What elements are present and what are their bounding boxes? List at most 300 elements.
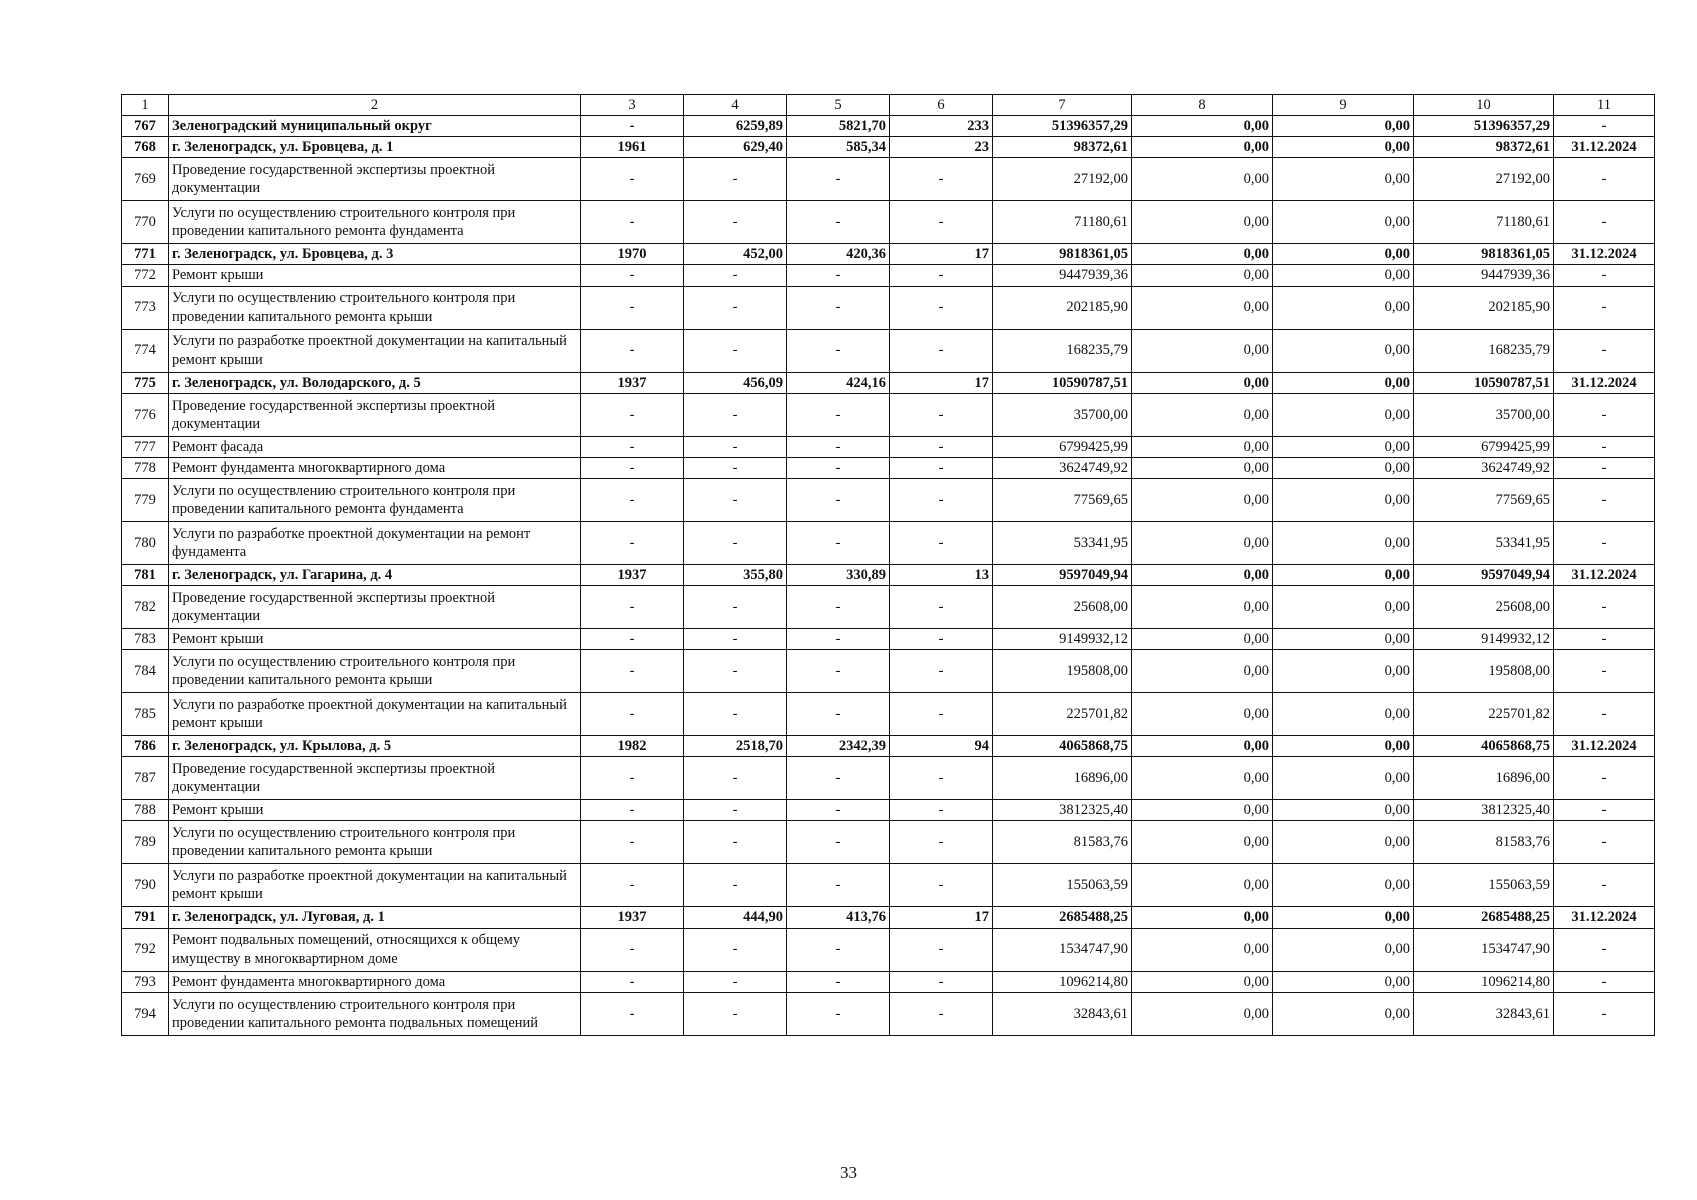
cost-col-8: 0,00 bbox=[1132, 137, 1273, 158]
cost-col-8: 0,00 bbox=[1132, 158, 1273, 201]
cost-col-9: 0,00 bbox=[1273, 137, 1414, 158]
cost-col-10: 168235,79 bbox=[1414, 329, 1554, 372]
total-area: 452,00 bbox=[684, 244, 787, 265]
completion-date: - bbox=[1554, 629, 1655, 650]
row-number: 785 bbox=[122, 693, 169, 736]
cost-col-10: 3812325,40 bbox=[1414, 800, 1554, 821]
cost-col-10: 27192,00 bbox=[1414, 158, 1554, 201]
completion-date: - bbox=[1554, 286, 1655, 329]
cost-col-8: 0,00 bbox=[1132, 286, 1273, 329]
row-number: 793 bbox=[122, 971, 169, 992]
residents-count: - bbox=[890, 586, 993, 629]
cost-col-9: 0,00 bbox=[1273, 586, 1414, 629]
column-header: 6 bbox=[890, 95, 993, 116]
row-number: 770 bbox=[122, 201, 169, 244]
cost-col-8: 0,00 bbox=[1132, 265, 1273, 286]
total-area: 629,40 bbox=[684, 137, 787, 158]
completion-date: - bbox=[1554, 757, 1655, 800]
cost-col-8: 0,00 bbox=[1132, 329, 1273, 372]
build-year: - bbox=[581, 821, 684, 864]
cost-col-10: 25608,00 bbox=[1414, 586, 1554, 629]
living-area: - bbox=[787, 629, 890, 650]
item-name: г. Зеленоградск, ул. Гагарина, д. 4 bbox=[169, 564, 581, 585]
item-name: Ремонт крыши bbox=[169, 800, 581, 821]
total-area: - bbox=[684, 478, 787, 521]
cost-col-10: 155063,59 bbox=[1414, 864, 1554, 907]
total-cost: 16896,00 bbox=[993, 757, 1132, 800]
page-number: 33 bbox=[840, 1163, 857, 1182]
column-header: 7 bbox=[993, 95, 1132, 116]
work-item-row bbox=[122, 971, 1655, 992]
living-area: 424,16 bbox=[787, 372, 890, 393]
work-item-row bbox=[122, 864, 1655, 907]
cost-col-8: 0,00 bbox=[1132, 757, 1273, 800]
item-name: Услуги по разработке проектной документации на капитальный ремонт крыши bbox=[169, 864, 581, 907]
build-year: - bbox=[581, 436, 684, 457]
living-area: - bbox=[787, 971, 890, 992]
residents-count: 17 bbox=[890, 907, 993, 928]
living-area: 420,36 bbox=[787, 244, 890, 265]
completion-date: - bbox=[1554, 478, 1655, 521]
total-cost: 77569,65 bbox=[993, 478, 1132, 521]
completion-date: 31.12.2024 bbox=[1554, 564, 1655, 585]
row-number: 794 bbox=[122, 992, 169, 1035]
build-year: - bbox=[581, 586, 684, 629]
residents-count: - bbox=[890, 201, 993, 244]
row-number: 775 bbox=[122, 372, 169, 393]
item-name: г. Зеленоградск, ул. Бровцева, д. 1 bbox=[169, 137, 581, 158]
cost-col-9: 0,00 bbox=[1273, 928, 1414, 971]
total-cost: 81583,76 bbox=[993, 821, 1132, 864]
cost-col-9: 0,00 bbox=[1273, 629, 1414, 650]
cost-col-9: 0,00 bbox=[1273, 757, 1414, 800]
row-number: 777 bbox=[122, 436, 169, 457]
cost-col-8: 0,00 bbox=[1132, 521, 1273, 564]
residents-count: - bbox=[890, 757, 993, 800]
completion-date: - bbox=[1554, 650, 1655, 693]
work-item-row bbox=[122, 393, 1655, 436]
row-number: 783 bbox=[122, 629, 169, 650]
residents-count: - bbox=[890, 436, 993, 457]
living-area: - bbox=[787, 457, 890, 478]
residents-count: - bbox=[890, 457, 993, 478]
item-name: Услуги по разработке проектной документации на капитальный ремонт крыши bbox=[169, 693, 581, 736]
living-area: - bbox=[787, 693, 890, 736]
living-area: - bbox=[787, 821, 890, 864]
row-number: 779 bbox=[122, 478, 169, 521]
completion-date: - bbox=[1554, 821, 1655, 864]
living-area: - bbox=[787, 265, 890, 286]
cost-col-8: 0,00 bbox=[1132, 116, 1273, 137]
living-area: - bbox=[787, 800, 890, 821]
work-item-row bbox=[122, 265, 1655, 286]
row-number: 787 bbox=[122, 757, 169, 800]
row-number: 782 bbox=[122, 586, 169, 629]
item-name: Ремонт фундамента многоквартирного дома bbox=[169, 971, 581, 992]
total-area: - bbox=[684, 158, 787, 201]
cost-col-10: 81583,76 bbox=[1414, 821, 1554, 864]
living-area: 2342,39 bbox=[787, 736, 890, 757]
work-item-row bbox=[122, 928, 1655, 971]
residents-count: - bbox=[890, 693, 993, 736]
build-year: - bbox=[581, 521, 684, 564]
total-area: - bbox=[684, 586, 787, 629]
work-item-row bbox=[122, 650, 1655, 693]
completion-date: - bbox=[1554, 457, 1655, 478]
build-year: - bbox=[581, 158, 684, 201]
cost-col-8: 0,00 bbox=[1132, 736, 1273, 757]
work-item-row bbox=[122, 992, 1655, 1035]
total-area: - bbox=[684, 393, 787, 436]
item-name: Ремонт фасада bbox=[169, 436, 581, 457]
item-name: Зеленоградский муниципальный округ bbox=[169, 116, 581, 137]
row-number: 784 bbox=[122, 650, 169, 693]
cost-col-10: 10590787,51 bbox=[1414, 372, 1554, 393]
work-item-row bbox=[122, 629, 1655, 650]
total-cost: 53341,95 bbox=[993, 521, 1132, 564]
residents-count: - bbox=[890, 821, 993, 864]
cost-col-8: 0,00 bbox=[1132, 393, 1273, 436]
completion-date: - bbox=[1554, 928, 1655, 971]
total-cost: 27192,00 bbox=[993, 158, 1132, 201]
living-area: - bbox=[787, 286, 890, 329]
cost-col-9: 0,00 bbox=[1273, 564, 1414, 585]
cost-col-9: 0,00 bbox=[1273, 736, 1414, 757]
cost-col-10: 16896,00 bbox=[1414, 757, 1554, 800]
build-year: 1982 bbox=[581, 736, 684, 757]
cost-col-10: 9597049,94 bbox=[1414, 564, 1554, 585]
cost-col-10: 6799425,99 bbox=[1414, 436, 1554, 457]
cost-col-10: 2685488,25 bbox=[1414, 907, 1554, 928]
total-cost: 9818361,05 bbox=[993, 244, 1132, 265]
total-cost: 195808,00 bbox=[993, 650, 1132, 693]
completion-date: - bbox=[1554, 800, 1655, 821]
item-name: Проведение государственной экспертизы проектной документации bbox=[169, 158, 581, 201]
cost-col-9: 0,00 bbox=[1273, 329, 1414, 372]
total-cost: 1534747,90 bbox=[993, 928, 1132, 971]
residents-count: - bbox=[890, 629, 993, 650]
total-cost: 9597049,94 bbox=[993, 564, 1132, 585]
total-area: 456,09 bbox=[684, 372, 787, 393]
total-cost: 225701,82 bbox=[993, 693, 1132, 736]
cost-col-10: 35700,00 bbox=[1414, 393, 1554, 436]
total-cost: 9447939,36 bbox=[993, 265, 1132, 286]
work-item-row bbox=[122, 693, 1655, 736]
residents-count: - bbox=[890, 650, 993, 693]
work-item-row bbox=[122, 757, 1655, 800]
item-name: г. Зеленоградск, ул. Крылова, д. 5 bbox=[169, 736, 581, 757]
cost-col-9: 0,00 bbox=[1273, 286, 1414, 329]
completion-date: - bbox=[1554, 693, 1655, 736]
cost-col-9: 0,00 bbox=[1273, 478, 1414, 521]
residents-count: 13 bbox=[890, 564, 993, 585]
residents-count: 17 bbox=[890, 372, 993, 393]
cost-col-10: 195808,00 bbox=[1414, 650, 1554, 693]
cost-col-8: 0,00 bbox=[1132, 821, 1273, 864]
build-year: - bbox=[581, 757, 684, 800]
completion-date: 31.12.2024 bbox=[1554, 907, 1655, 928]
build-year: - bbox=[581, 201, 684, 244]
column-header: 10 bbox=[1414, 95, 1554, 116]
work-item-row bbox=[122, 457, 1655, 478]
completion-date: - bbox=[1554, 393, 1655, 436]
completion-date: 31.12.2024 bbox=[1554, 736, 1655, 757]
total-area: 444,90 bbox=[684, 907, 787, 928]
work-item-row bbox=[122, 286, 1655, 329]
cost-col-8: 0,00 bbox=[1132, 907, 1273, 928]
total-cost: 98372,61 bbox=[993, 137, 1132, 158]
cost-col-8: 0,00 bbox=[1132, 992, 1273, 1035]
cost-col-9: 0,00 bbox=[1273, 907, 1414, 928]
work-item-row bbox=[122, 201, 1655, 244]
total-area: - bbox=[684, 971, 787, 992]
cost-col-9: 0,00 bbox=[1273, 800, 1414, 821]
row-number: 786 bbox=[122, 736, 169, 757]
total-cost: 155063,59 bbox=[993, 864, 1132, 907]
build-year: - bbox=[581, 864, 684, 907]
row-number: 774 bbox=[122, 329, 169, 372]
cost-col-8: 0,00 bbox=[1132, 629, 1273, 650]
address-row bbox=[122, 372, 1655, 393]
row-number: 772 bbox=[122, 265, 169, 286]
completion-date: - bbox=[1554, 265, 1655, 286]
build-year: - bbox=[581, 265, 684, 286]
total-area: - bbox=[684, 629, 787, 650]
work-item-row bbox=[122, 329, 1655, 372]
item-name: г. Зеленоградск, ул. Луговая, д. 1 bbox=[169, 907, 581, 928]
cost-col-10: 225701,82 bbox=[1414, 693, 1554, 736]
total-cost: 9149932,12 bbox=[993, 629, 1132, 650]
total-area: - bbox=[684, 265, 787, 286]
cost-col-10: 51396357,29 bbox=[1414, 116, 1554, 137]
completion-date: - bbox=[1554, 586, 1655, 629]
build-year: - bbox=[581, 693, 684, 736]
completion-date: 31.12.2024 bbox=[1554, 372, 1655, 393]
cost-col-10: 9818361,05 bbox=[1414, 244, 1554, 265]
column-header: 3 bbox=[581, 95, 684, 116]
total-area: - bbox=[684, 928, 787, 971]
item-name: Проведение государственной экспертизы проектной документации bbox=[169, 757, 581, 800]
total-area: - bbox=[684, 821, 787, 864]
cost-col-8: 0,00 bbox=[1132, 693, 1273, 736]
work-item-row bbox=[122, 478, 1655, 521]
cost-col-9: 0,00 bbox=[1273, 457, 1414, 478]
cost-col-9: 0,00 bbox=[1273, 436, 1414, 457]
residents-count: - bbox=[890, 971, 993, 992]
total-area: - bbox=[684, 992, 787, 1035]
cost-col-10: 4065868,75 bbox=[1414, 736, 1554, 757]
item-name: Услуги по разработке проектной документации на капитальный ремонт крыши bbox=[169, 329, 581, 372]
cost-col-8: 0,00 bbox=[1132, 372, 1273, 393]
document-sheet bbox=[121, 94, 1654, 1036]
total-area: - bbox=[684, 864, 787, 907]
cost-col-8: 0,00 bbox=[1132, 478, 1273, 521]
residents-count: 23 bbox=[890, 137, 993, 158]
living-area: - bbox=[787, 521, 890, 564]
cost-col-9: 0,00 bbox=[1273, 393, 1414, 436]
cost-col-9: 0,00 bbox=[1273, 244, 1414, 265]
item-name: Ремонт крыши bbox=[169, 629, 581, 650]
column-header: 1 bbox=[122, 95, 169, 116]
row-number: 767 bbox=[122, 116, 169, 137]
residents-count: - bbox=[890, 329, 993, 372]
living-area: - bbox=[787, 650, 890, 693]
build-year: - bbox=[581, 116, 684, 137]
build-year: - bbox=[581, 928, 684, 971]
row-number: 790 bbox=[122, 864, 169, 907]
cost-col-9: 0,00 bbox=[1273, 971, 1414, 992]
living-area: 413,76 bbox=[787, 907, 890, 928]
total-cost: 51396357,29 bbox=[993, 116, 1132, 137]
address-row bbox=[122, 907, 1655, 928]
build-year: - bbox=[581, 329, 684, 372]
item-name: Услуги по осуществлению строительного контроля при проведении капитального ремонта крыши bbox=[169, 286, 581, 329]
cost-col-8: 0,00 bbox=[1132, 436, 1273, 457]
work-item-row bbox=[122, 586, 1655, 629]
residents-count: 233 bbox=[890, 116, 993, 137]
total-area: - bbox=[684, 457, 787, 478]
cost-col-9: 0,00 bbox=[1273, 864, 1414, 907]
item-name: Услуги по осуществлению строительного контроля при проведении капитального ремонта фундамента bbox=[169, 478, 581, 521]
residents-count: - bbox=[890, 800, 993, 821]
address-row bbox=[122, 244, 1655, 265]
cost-col-10: 202185,90 bbox=[1414, 286, 1554, 329]
cost-col-10: 9149932,12 bbox=[1414, 629, 1554, 650]
total-cost: 35700,00 bbox=[993, 393, 1132, 436]
address-row bbox=[122, 116, 1655, 137]
living-area: - bbox=[787, 201, 890, 244]
build-year: - bbox=[581, 800, 684, 821]
total-area: 6259,89 bbox=[684, 116, 787, 137]
total-area: - bbox=[684, 521, 787, 564]
living-area: - bbox=[787, 757, 890, 800]
row-number: 769 bbox=[122, 158, 169, 201]
address-row bbox=[122, 736, 1655, 757]
total-cost: 202185,90 bbox=[993, 286, 1132, 329]
column-header: 9 bbox=[1273, 95, 1414, 116]
cost-col-9: 0,00 bbox=[1273, 201, 1414, 244]
row-number: 789 bbox=[122, 821, 169, 864]
total-cost: 3812325,40 bbox=[993, 800, 1132, 821]
cost-col-8: 0,00 bbox=[1132, 928, 1273, 971]
work-item-row bbox=[122, 800, 1655, 821]
row-number: 791 bbox=[122, 907, 169, 928]
total-area: - bbox=[684, 757, 787, 800]
total-cost: 32843,61 bbox=[993, 992, 1132, 1035]
cost-col-8: 0,00 bbox=[1132, 457, 1273, 478]
completion-date: - bbox=[1554, 158, 1655, 201]
completion-date: - bbox=[1554, 971, 1655, 992]
cost-col-9: 0,00 bbox=[1273, 821, 1414, 864]
cost-col-10: 3624749,92 bbox=[1414, 457, 1554, 478]
row-number: 788 bbox=[122, 800, 169, 821]
cost-col-9: 0,00 bbox=[1273, 650, 1414, 693]
completion-date: - bbox=[1554, 521, 1655, 564]
item-name: Ремонт подвальных помещений, относящихся к общему имуществу в многоквартирном доме bbox=[169, 928, 581, 971]
living-area: - bbox=[787, 436, 890, 457]
cost-col-10: 1534747,90 bbox=[1414, 928, 1554, 971]
total-cost: 168235,79 bbox=[993, 329, 1132, 372]
living-area: - bbox=[787, 158, 890, 201]
living-area: 5821,70 bbox=[787, 116, 890, 137]
row-number: 781 bbox=[122, 564, 169, 585]
total-area: - bbox=[684, 286, 787, 329]
completion-date: - bbox=[1554, 864, 1655, 907]
total-cost: 25608,00 bbox=[993, 586, 1132, 629]
living-area: 330,89 bbox=[787, 564, 890, 585]
cost-col-8: 0,00 bbox=[1132, 201, 1273, 244]
work-item-row bbox=[122, 821, 1655, 864]
item-name: Ремонт фундамента многоквартирного дома bbox=[169, 457, 581, 478]
row-number: 768 bbox=[122, 137, 169, 158]
residents-count: - bbox=[890, 286, 993, 329]
residents-count: - bbox=[890, 393, 993, 436]
item-name: Услуги по осуществлению строительного контроля при проведении капитального ремонта фундамента bbox=[169, 201, 581, 244]
completion-date: 31.12.2024 bbox=[1554, 244, 1655, 265]
item-name: Услуги по осуществлению строительного контроля при проведении капитального ремонта крыши bbox=[169, 650, 581, 693]
build-year: 1937 bbox=[581, 372, 684, 393]
living-area: - bbox=[787, 393, 890, 436]
build-year: - bbox=[581, 457, 684, 478]
total-area: 355,80 bbox=[684, 564, 787, 585]
living-area: - bbox=[787, 928, 890, 971]
total-cost: 2685488,25 bbox=[993, 907, 1132, 928]
row-number: 771 bbox=[122, 244, 169, 265]
total-cost: 1096214,80 bbox=[993, 971, 1132, 992]
residents-count: - bbox=[890, 992, 993, 1035]
column-header: 8 bbox=[1132, 95, 1273, 116]
cost-col-9: 0,00 bbox=[1273, 116, 1414, 137]
build-year: 1937 bbox=[581, 907, 684, 928]
cost-col-8: 0,00 bbox=[1132, 971, 1273, 992]
cost-col-10: 32843,61 bbox=[1414, 992, 1554, 1035]
build-year: - bbox=[581, 286, 684, 329]
work-item-row bbox=[122, 158, 1655, 201]
residents-count: - bbox=[890, 864, 993, 907]
living-area: - bbox=[787, 864, 890, 907]
living-area: - bbox=[787, 992, 890, 1035]
build-year: - bbox=[581, 478, 684, 521]
total-area: - bbox=[684, 800, 787, 821]
work-item-row bbox=[122, 521, 1655, 564]
cost-col-10: 53341,95 bbox=[1414, 521, 1554, 564]
residents-count: - bbox=[890, 928, 993, 971]
item-name: Ремонт крыши bbox=[169, 265, 581, 286]
residents-count: 17 bbox=[890, 244, 993, 265]
residents-count: - bbox=[890, 158, 993, 201]
cost-col-8: 0,00 bbox=[1132, 244, 1273, 265]
cost-col-9: 0,00 bbox=[1273, 158, 1414, 201]
cost-col-10: 77569,65 bbox=[1414, 478, 1554, 521]
total-cost: 3624749,92 bbox=[993, 457, 1132, 478]
cost-col-9: 0,00 bbox=[1273, 992, 1414, 1035]
column-number-header-row bbox=[122, 95, 1655, 116]
living-area: - bbox=[787, 329, 890, 372]
completion-date: - bbox=[1554, 329, 1655, 372]
row-number: 780 bbox=[122, 521, 169, 564]
build-year: 1970 bbox=[581, 244, 684, 265]
cost-col-10: 9447939,36 bbox=[1414, 265, 1554, 286]
build-year: - bbox=[581, 629, 684, 650]
address-row bbox=[122, 137, 1655, 158]
item-name: Проведение государственной экспертизы проектной документации bbox=[169, 393, 581, 436]
row-number: 773 bbox=[122, 286, 169, 329]
item-name: Услуги по разработке проектной документации на ремонт фундамента bbox=[169, 521, 581, 564]
row-number: 792 bbox=[122, 928, 169, 971]
total-area: - bbox=[684, 329, 787, 372]
completion-date: 31.12.2024 bbox=[1554, 137, 1655, 158]
item-name: Услуги по осуществлению строительного контроля при проведении капитального ремонта подвальных помещений bbox=[169, 992, 581, 1035]
